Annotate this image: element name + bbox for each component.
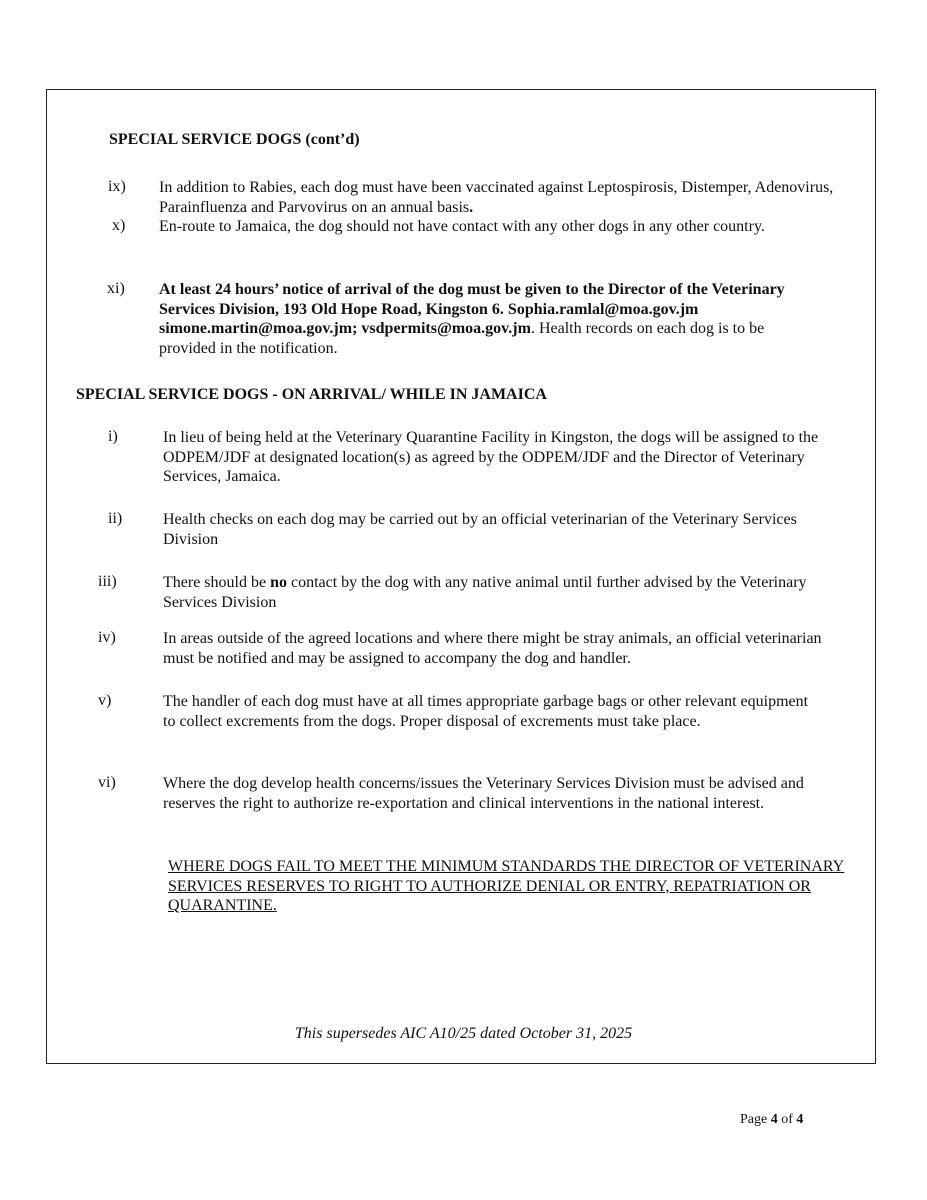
item-number: x): [112, 217, 126, 234]
list-item-xi: [107, 280, 848, 358]
section-heading-cont: SPECIAL SERVICE DOGS (cont’d): [109, 131, 360, 148]
item-number: ii): [108, 510, 123, 527]
item-number: i): [108, 428, 118, 445]
item-text: In addition to Rabies, each dog must have been vaccinated against Leptospirosis, Distemper, Adenovirus, Parainfluenza and Parvovirus on an annual basis.: [159, 179, 834, 216]
item-text: In lieu of being held at the Veterinary Quarantine Facility in Kingston, the dogs will be assigned to the ODPEM/JDF at designated location(s) as agreed by the ODPEM/JDF and the Director of Veterinary Services, Jamaica.: [163, 429, 819, 485]
list-item-iv: [98, 629, 848, 668]
minimum-standards-notice: WHERE DOGS FAIL TO MEET THE MINIMUM STANDARDS THE DIRECTOR OF VETERINARY SERVICES RESERVES TO RIGHT TO AUTHORIZE DENIAL OR ENTRY, REPATRIATION OR QUARANTINE.: [168, 858, 845, 914]
list-item-vi: [98, 774, 848, 813]
item-text: Health checks on each dog may be carried out by an official veterinarian of the Veterinary Services Division: [163, 511, 797, 548]
list-item-x: [112, 217, 848, 237]
item-text: En-route to Jamaica, the dog should not have contact with any other dogs in any other country.: [159, 218, 765, 235]
item-number: xi): [107, 280, 125, 297]
item-text: The handler of each dog must have at all times appropriate garbage bags or other relevant equipment to collect excrements from the dogs. Proper disposal of excrements must take place.: [163, 693, 809, 730]
supersedes-note: This supersedes AIC A10/25 dated October 31, 2025: [294, 1025, 633, 1042]
item-number: vi): [98, 774, 116, 791]
list-item-v: [98, 692, 848, 731]
list-item-ii: [108, 510, 848, 549]
item-number: iii): [98, 573, 117, 590]
notice-of-arrival-text: At least 24 hours’ notice of arrival of the dog must be given to the Director of the Veterinary Services Division, 193 Old Hope Road, Kingston 6. Sophia.ramlal@moa.gov.jm simone.martin@moa.gov.jm; vsdpermits@moa.gov.jm: [159, 281, 785, 337]
item-text: In areas outside of the agreed locations and where there might be stray animals, an official veterinarian must be notified and may be assigned to accompany the dog and handler.: [163, 630, 822, 667]
section-heading-arrival: SPECIAL SERVICE DOGS - ON ARRIVAL/ WHILE IN JAMAICA: [76, 386, 547, 403]
item-text: There should be no contact by the dog with any native animal until further advised by the Veterinary Services Division: [163, 574, 807, 611]
item-number: v): [98, 692, 112, 709]
item-text: At least 24 hours’ notice of arrival of the dog must be given to the Director of the Veterinary Services Division, 193 Old Hope Road, Kingston 6. Sophia.ramlal@moa.gov.jm simone.martin@moa.gov.jm; vsdpermits@moa.gov.jm. Health records on each dog is to be provided in the notification.: [159, 281, 785, 357]
page-number: Page 4 of 4: [740, 1112, 804, 1127]
list-item-i: [108, 428, 848, 487]
list-item-iii: [98, 573, 848, 612]
item-number: ix): [108, 178, 126, 195]
list-item-ix: [108, 178, 848, 217]
item-number: iv): [98, 629, 116, 646]
item-text: Where the dog develop health concerns/issues the Veterinary Services Division must be advised and reserves the right to authorize re-exportation and clinical interventions in the national interest.: [163, 775, 804, 812]
